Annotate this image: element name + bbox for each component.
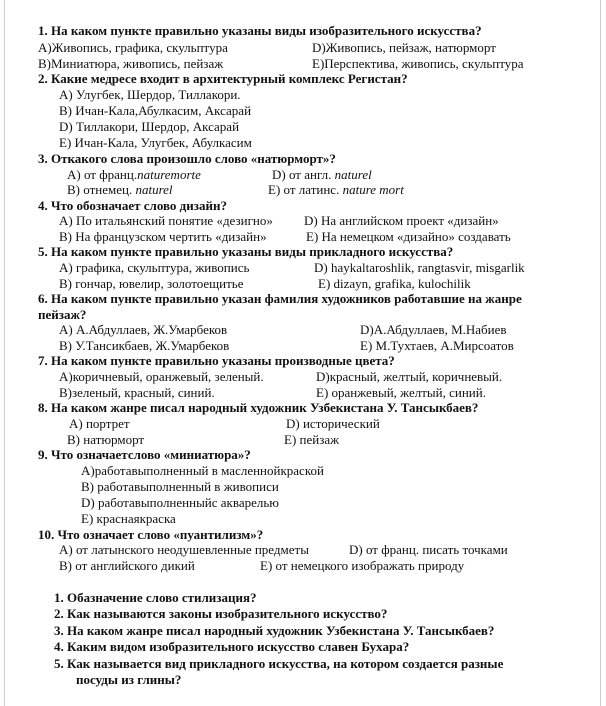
question-2-option-e: E) Ичан-Кала, Улугбек, Абулкасим [59, 135, 252, 150]
question-9-option-b: B) работавыполненный в живописи [81, 479, 279, 494]
question-7-option-b: B)зеленый, красный, синий. [59, 385, 215, 400]
question-5-title: 5. На каком пункте правильно указаны виды прикладного искусства? [38, 244, 454, 259]
question-2-option-d: D) Тиллакори, Шердор, Аксарай [59, 119, 240, 134]
extra-question-4: 4. Каким видом изобразительного искусство славен Бухара? [54, 639, 410, 654]
question-6-title-line-1: 6. На каком пункте правильно указан фамилия художников работавшие на жанре [38, 291, 522, 306]
question-7-option-e: E) оранжевый, желтый, синий. [316, 385, 486, 400]
page-border-left [4, 0, 5, 706]
question-10-option-d: D) от франц. писать точками [349, 542, 508, 557]
extra-question-2: 2. Как называются законы изобразительного искусство? [54, 606, 388, 621]
question-6-option-d: D)А.Абдуллаев, М.Набиев [360, 322, 507, 337]
question-6-title-line-2: пейзаж? [38, 307, 87, 322]
question-3-option-e-word: nature mort [342, 182, 404, 197]
extra-question-1: 1. Обазначение слово стилизация? [54, 590, 257, 605]
question-1-option-b: B)Миниатюра, живопись, пейзаж [38, 56, 224, 71]
question-3-option-e-prefix: E) от латинс. [268, 182, 340, 197]
question-3-option-a-word: naturemorte [137, 167, 201, 182]
question-3-option-e [268, 182, 404, 197]
question-10-title: 10. Что означает слово «пуантилизм»? [38, 527, 264, 542]
question-8-option-a: A) портрет [69, 416, 130, 431]
extra-question-5-line-2: посуды из глины? [76, 672, 182, 687]
question-6-option-e: E) М.Тухтаев, А.Мирсоатов [360, 338, 514, 353]
question-3-option-b [67, 182, 173, 197]
question-1-option-d: D)Живопись, пейзаж, натюрморт [312, 40, 496, 55]
question-5-option-d: D) haykaltaroshlik, rangtasvir, misgarlik [314, 260, 525, 275]
extra-question-3: 3. На каком жанре писал народный художник Узбекистана У. Тансыкбаев? [54, 623, 495, 638]
question-1-option-a: A)Живопись, графика, скульптура [38, 40, 228, 55]
question-4-option-a: A) По итальянский понятие «дезигно» [59, 213, 273, 228]
question-3-option-b-prefix: B) отнемец. [67, 182, 133, 197]
question-3-option-d-prefix: D) от англ. [272, 167, 332, 182]
question-1-option-e: E)Перспектива, живопись, скульптура [312, 56, 524, 71]
question-6-option-b: B) У.Тансикбаев, Ж.Умарбеков [59, 338, 230, 353]
question-2-option-a: A) Улугбек, Шердор, Тиллакори. [59, 87, 241, 102]
question-8-title: 8. На каком жанре писал народный художник Узбекистана У. Тансыкбаев? [38, 400, 479, 415]
question-3-title: 3. Откакого слова произошло слово «натюрморт»? [38, 151, 336, 166]
question-8-option-e: E) пейзаж [284, 432, 340, 447]
question-7-option-d: D)красный, желтый, коричневый. [316, 369, 503, 384]
question-8-option-b: B) натюрморт [67, 432, 145, 447]
question-2-title: 2. Какие медресе входит в архитектурный комплекс Регистан? [38, 71, 408, 86]
question-4-title: 4. Что обозначает слово дизайн? [38, 198, 227, 213]
question-9-option-a: A)работавыполненный в масленнойкраской [81, 463, 324, 478]
question-9-option-d: D) работавыполненныйс акварелью [81, 495, 280, 510]
question-9-option-e: E) краснаякраска [81, 511, 176, 526]
question-4-option-d: D) На английском проект «дизайн» [304, 213, 499, 228]
question-4-option-e: E) На немецком «дизайно» создавать [306, 229, 511, 244]
question-4-option-b: B) На французском чертить «дизайн» [59, 229, 267, 244]
question-6-option-a: A) А.Абдуллаев, Ж.Умарбеков [59, 322, 228, 337]
extra-question-5-line-1: 5. Как называется вид прикладного искусства, на котором создается разные [54, 656, 504, 671]
question-3-option-d-word: naturel [334, 167, 372, 182]
question-10-option-b: B) от английского дикий [59, 558, 195, 573]
question-8-option-d: D) исторический [286, 416, 380, 431]
question-3-option-a-prefix: A) от франц. [67, 167, 138, 182]
question-3-option-b-word: naturel [135, 182, 173, 197]
question-7-title: 7. На каком пункте правильно указаны производные цвета? [38, 353, 395, 368]
question-3-option-a [67, 167, 201, 182]
question-5-option-e: E) dizayn, grafika, kulochilik [318, 276, 471, 291]
question-3-option-d [272, 167, 372, 182]
question-10-option-a: A) от латынского неодушевленные предметы [59, 542, 309, 557]
question-7-option-a: A)коричневый, оранжевый, зеленый. [59, 369, 264, 384]
question-2-option-b: B) Ичан-Кала,Абулкасим, Аксарай [59, 103, 252, 118]
question-10-option-e: E) от немецкого изображать природу [260, 558, 465, 573]
question-5-option-a: A) графика, скульптура, живопись [59, 260, 250, 275]
question-9-title: 9. Что означаетслово «миниатюра»? [38, 447, 251, 462]
question-5-option-b: B) гончар, ювелир, золотоещитье [59, 276, 244, 291]
question-1-title: 1. На каком пункте правильно указаны виды изобразительного искусства? [38, 23, 482, 38]
page-border-right [600, 0, 601, 706]
